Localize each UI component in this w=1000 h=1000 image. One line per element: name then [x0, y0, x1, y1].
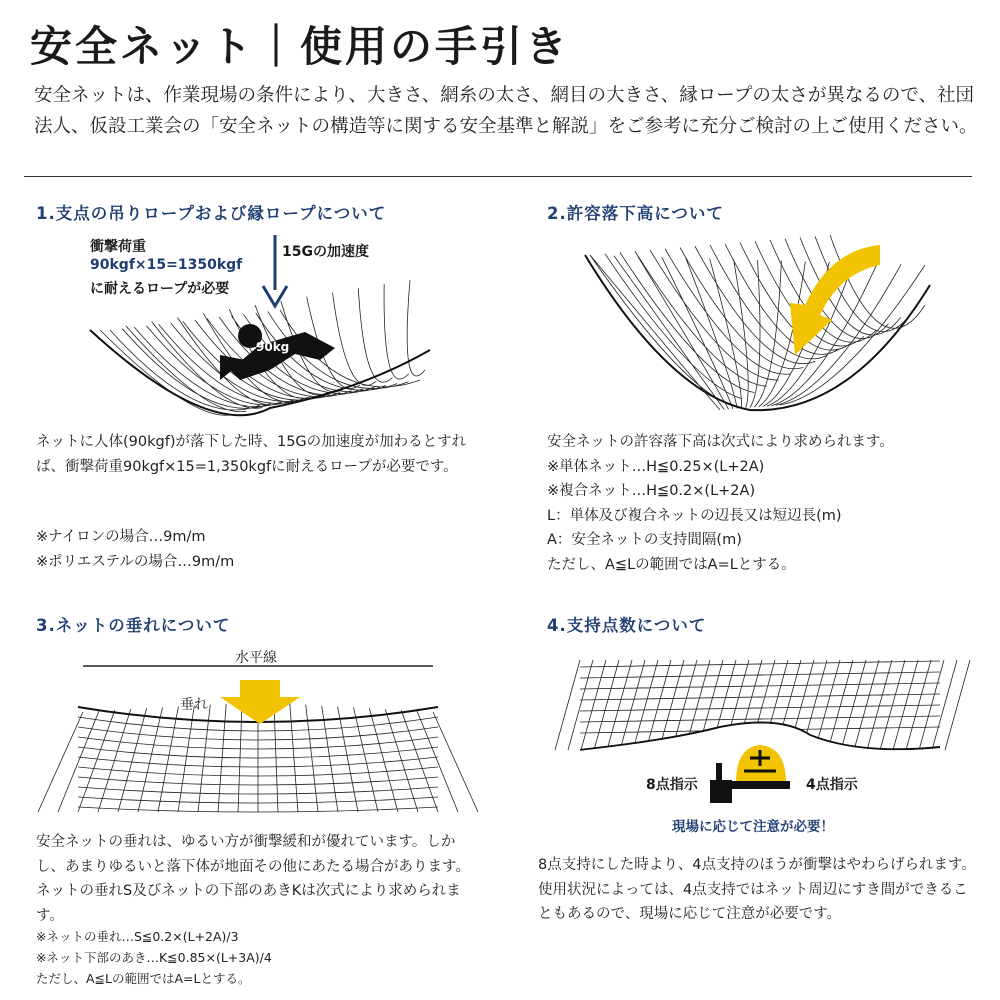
four-point-label: 4点指示: [806, 777, 858, 793]
caution-label: 現場に応じて注意が必要！: [672, 819, 834, 835]
section4-support-illustration: [580, 655, 940, 815]
horizon-label: 水平線: [235, 650, 277, 666]
section2-body: 安全ネットの許容落下高は次式により求められます。 ※単体ネット…H≦0.25×(L+2A) ※複合ネット…H≦0.2×(L+2A) L：単体及び複合ネットの辺長又は短辺長(m) A：安全ネットの支持間隔(m) ただし、A≦Lの範囲ではA=Lとする。: [547, 434, 894, 573]
sag-label: 垂れ: [180, 697, 208, 713]
weight-label: 90kg: [256, 340, 290, 354]
impact-load-label: 衝撃荷重: [90, 239, 146, 255]
rope-required-label: に耐えるロープが必要: [90, 281, 230, 297]
section2-net-illustration: [580, 225, 940, 420]
header-divider: [24, 176, 972, 177]
section4-heading: 4.支持点数について: [547, 616, 707, 635]
sag-arrow: [220, 680, 300, 724]
section3-formulas: ※ネットの垂れ…S≦0.2×(L+2A)/3 ※ネット下部のあき…K≦0.85×(L+3A)/4 ただし、A≦Lの範囲ではA=Lとする。: [36, 929, 272, 986]
section4-body: 8点支持にした時より、4点支持のほうが衝撃はやわらげられます。使用状況によっては、4点支持ではネット周辺にすき間ができることもあるので、現場に応じて注意が必要です。: [538, 857, 976, 922]
section1-body: ネットに人体(90kgf)が落下した時、15Gの加速度が加わるとすれば、衝撃荷重90kgf×15=1,350kgfに耐えるロープが必要です。: [36, 434, 467, 475]
page-title: 安全ネット｜使用の手引き: [30, 22, 571, 71]
intro-text: 安全ネットは、作業現場の条件により、大きさ、網糸の太さ、網目の大きさ、縁ロープの太さが異なるので、社団法人、仮設工業会の「安全ネットの構造等に関する安全基準と解説」をご参考に充分ご検討の上ご使用ください。: [34, 85, 978, 137]
section1-heading: 1.支点の吊りロープおよび縁ロープについて: [36, 204, 387, 223]
impact-formula: 90kgf×15=1350kgf: [90, 257, 243, 273]
section3-body: 安全ネットの垂れは、ゆるい方が衝撃緩和が優れています。しかし、あまりゆるいと落下体が地面その他にあたる場合があります。ネットの垂れS及びネットの下部のあきKは次式により求められます。: [36, 834, 470, 924]
acceleration-label: 15Gの加速度: [282, 244, 369, 260]
section3-sag-illustration: [78, 662, 438, 822]
section2-heading: 2.許容落下高について: [547, 204, 724, 223]
eight-point-label: 8点指示: [646, 777, 698, 793]
section1-notes: ※ナイロンの場合…9m/m ※ポリエステルの場合…9m/m: [36, 529, 235, 570]
pointing-hand-icon: [710, 763, 732, 803]
section3-heading: 3.ネットの垂れについて: [36, 616, 231, 635]
helmet-brim: [732, 781, 790, 789]
